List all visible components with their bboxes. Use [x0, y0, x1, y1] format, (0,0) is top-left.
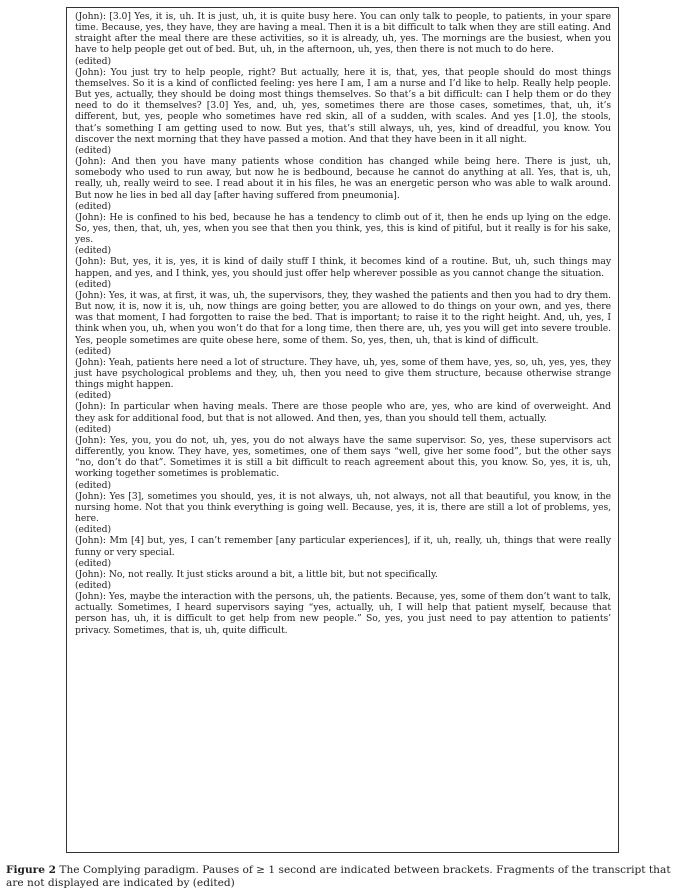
- entry-text: (John): Mm [4] but, yes, I can’t remember [any particular experiences], if it, uh, really, uh, things that were really funny or very special.: [75, 535, 611, 558]
- transcript-entry: [75, 11, 611, 67]
- edited-marker: (edited): [75, 245, 112, 257]
- transcript-entry: [75, 156, 611, 212]
- entry-text: (John): You just try to help people, right? But actually, here it is, that, yes, that people should do most things themselves. So it is a kind of conflicted feeling: yes here I am, I am a nurse and I’d like to help. Really help people. But yes, actually, they should be doing most things themselves. So that’s a bit difficult: can I help them or do they need to do it themselves? [3.0] Yes, and, uh, yes, sometimes there are those cases, sometimes, that, uh, it’s different, but, yes, people who sometimes have red skin, all of a sudden, with scales. And yes [1.0], the stools, that’s something I am getting used to now. But yes, that’s still always, uh, yes, kind of dreadful, you know. You discover the next morning that they have passed a motion. And that they have been in it all night.: [75, 66, 611, 145]
- edited-marker: (edited): [75, 144, 112, 156]
- edited-marker: (edited): [75, 278, 112, 290]
- transcript-entry: [75, 591, 611, 636]
- entry-text: (John): Yes, you, you do not, uh, yes, you do not always have the same supervisor. So, yes, these supervisors act differently, you know. They have, yes, sometimes, one of them says “well, give her some food”, but the other says “no, don’t do that”. Sometimes it is still a bit difficult to reach agreement about this, you know. So, yes, it is, uh, working together sometimes is problematic.: [75, 434, 611, 480]
- entry-text: (John): In particular when having meals. There are those people who are, yes, who are kind of overweight. And they ask for additional food, but that is not allowed. And then, yes, than you should tell them, actually.: [75, 401, 611, 424]
- transcript-entry: [75, 212, 611, 257]
- transcript-entry: [75, 491, 611, 536]
- edited-marker: (edited): [75, 524, 112, 536]
- entry-text: (John): [3.0] Yes, it is, uh. It is just, uh, it is quite busy here. You can only talk to people, to patients, in your spare time. Because, yes, they have, they are having a meal. Then it is a bit difficult to talk when they are still eating. And straight after the meal there are these activities, so it is already, uh, yes. The mornings are the busiest, when you have to help people get out of bed. But, uh, in the afternoon, uh, yes, then there is not much to do here.: [75, 11, 611, 56]
- transcript-entry: [75, 401, 611, 434]
- transcript-entry: [75, 435, 611, 491]
- edited-marker: (edited): [75, 200, 112, 212]
- entry-text: (John): No, not really. It just sticks around a bit, a little bit, but not specifically.: [75, 568, 438, 580]
- edited-marker: (edited): [75, 423, 112, 435]
- transcript-box: [66, 7, 619, 853]
- transcript-entry: [75, 569, 611, 591]
- entry-text: (John): Yeah, patients here need a lot of structure. They have, uh, yes, some of them have, yes, so, uh, yes, yes, they just have psychological problems and they, uh, then you need to give them structure, because otherwise strange things might happen.: [75, 356, 611, 391]
- edited-marker: (edited): [75, 579, 112, 591]
- edited-marker: (edited): [75, 479, 112, 491]
- transcript-entry: [75, 256, 611, 289]
- entry-text: (John): Yes [3], sometimes you should, yes, it is not always, uh, not always, not all that beautiful, you know, in the nursing home. Not that you think everything is going well. Because, yes, it is, there are still a lot of problems, yes, here.: [75, 490, 611, 525]
- entry-text: (John): And then you have many patients whose condition has changed while being here. There is just, uh, somebody who used to run away, but now he is bedbound, because he cannot do anything at all. Yes, that is, uh, really, uh, really weird to see. I read about it in his files, he was an energetic person who was able to walk around. But now he lies in bed all day [after having suffered from pneumonia].: [75, 156, 611, 201]
- edited-marker: (edited): [75, 557, 112, 569]
- transcript-entry: [75, 67, 611, 156]
- entry-text: (John): He is confined to his bed, because he has a tendency to climb out of it, then he ends up lying on the edge. So, yes, then, that, uh, yes, when you see that then you think, yes, this is kind of pitiful, but it really is for his sake, yes.: [75, 211, 611, 246]
- figure-label: Figure 2: [6, 864, 57, 876]
- transcript-entry: [75, 290, 611, 357]
- entry-text: (John): Yes, it was, at first, it was, uh, the supervisors, they, they washed the patients and then you had to dry them. But now, it is, now it is, uh, now things are going better, you are allowed to do things on your own, and yes, there was that moment, I had forgotten to raise the bed. That is important; to raise it to the right height. And, uh, yes, I think when you, uh, when you won’t do that for a long time, then there are, uh, yes you will get into severe trouble. Yes, people sometimes are quite obese here, some of them. So, yes, then, uh, that is kind of difficult.: [75, 289, 611, 346]
- edited-marker: (edited): [75, 345, 112, 357]
- edited-marker: (edited): [75, 390, 112, 402]
- entry-text: (John): But, yes, it is, yes, it is kind of daily stuff I think, it becomes kind of a routine. But, uh, such things may happen, and yes, and I think, yes, you should just offer help wherever possible as you cannot change the situation.: [75, 256, 611, 279]
- edited-marker: (edited): [75, 55, 112, 67]
- entry-text: (John): Yes, maybe the interaction with the persons, uh, the patients. Because, yes, some of them don’t want to talk, actually. Sometimes, I heard supervisors saying “yes, actually, uh, I will help that patient myself, because that person has, uh, it is difficult to get help from new people.” So, yes, you just need to pay attention to patients’ privacy. Sometimes, that is, uh, quite difficult.: [75, 591, 611, 636]
- figure-caption: [6, 864, 682, 890]
- caption-text: The Complying paradigm. Pauses of ≥ 1 second are indicated between brackets. Fragments of the transcript that are not displayed are indicated by (edited): [6, 864, 671, 889]
- transcript-entry: [75, 357, 611, 402]
- transcript-entry: [75, 535, 611, 568]
